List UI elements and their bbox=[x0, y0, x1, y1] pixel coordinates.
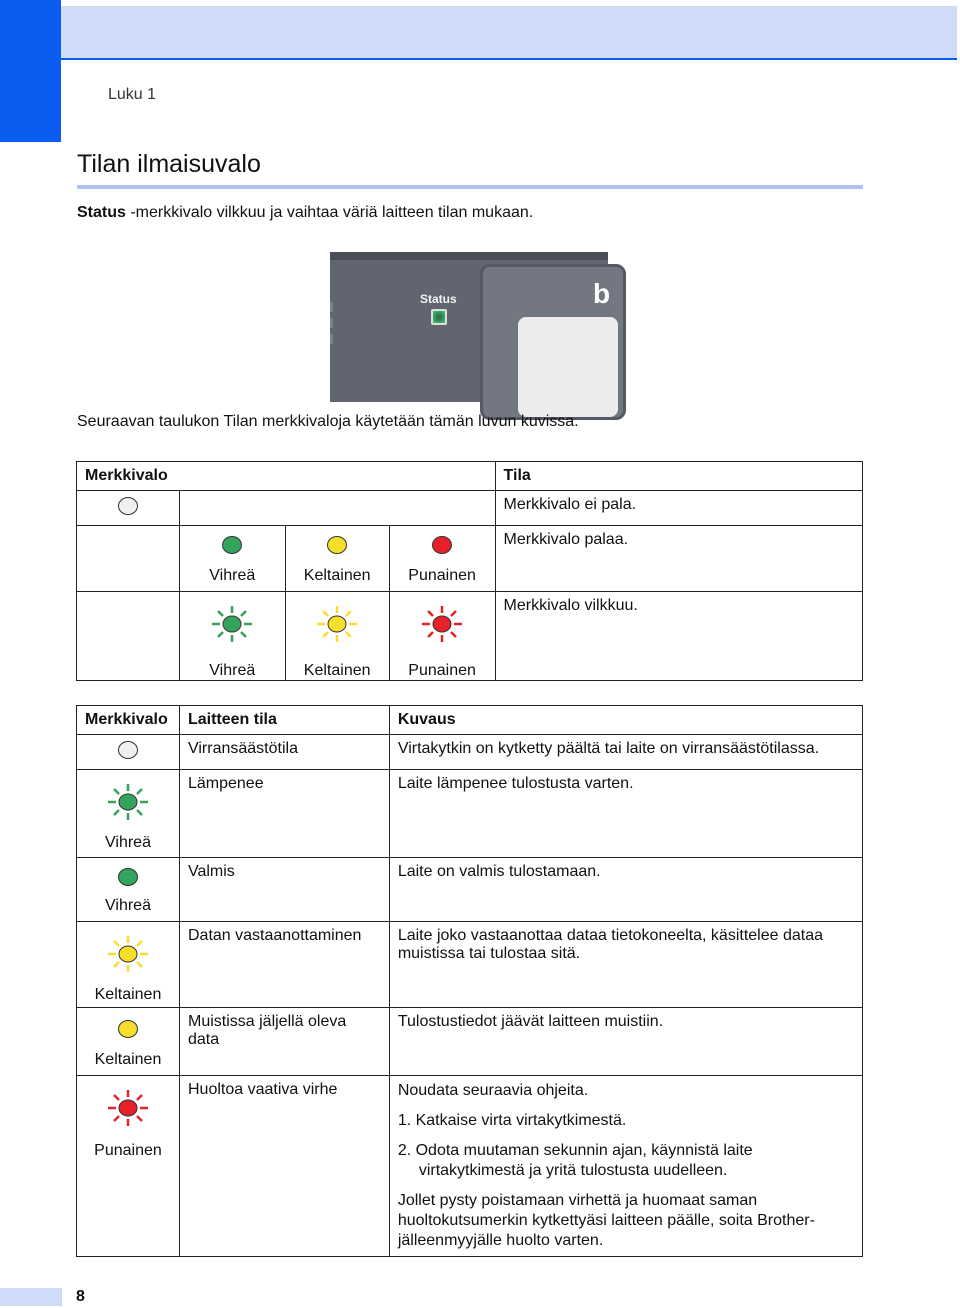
device-state: Lämpenee bbox=[179, 770, 389, 858]
device-state: Virransäästötila bbox=[179, 735, 389, 770]
legend-state-blink: Merkkivalo vilkkuu. bbox=[495, 592, 862, 681]
step-item: 2. Odota muutaman sekunnin ajan, käynnistä laite bbox=[397, 1142, 753, 1159]
state-description: Tulostustiedot jäävät laitteen muistiin. bbox=[389, 1008, 862, 1076]
led-yellow-icon bbox=[327, 536, 347, 554]
title-rule bbox=[77, 185, 863, 189]
legend-label: Vihreä bbox=[209, 662, 256, 679]
led-yellow-icon bbox=[118, 1020, 138, 1038]
legend-label: Keltainen bbox=[303, 662, 371, 679]
step-item-cont: virtakytkimestä ja yritä tulostusta uudelleen. bbox=[418, 1162, 728, 1179]
status-header-device: Laitteen tila bbox=[179, 706, 389, 735]
page-title: Tilan ilmaisuvalo bbox=[77, 150, 261, 178]
led-green-blink-icon bbox=[105, 782, 151, 822]
led-label: Vihreä bbox=[105, 834, 151, 851]
desc-note: Jollet pysty poistamaan virhettä ja huomaat saman huoltokutsumerkin kytkettyäsi laitteen päälle, soita Brother-jälleenmyyjälle huolto varten. bbox=[397, 1192, 815, 1249]
led-label: Keltainen bbox=[94, 1051, 162, 1068]
state-description: Laite on valmis tulostamaan. bbox=[389, 858, 862, 922]
legend-blink-yellow bbox=[285, 592, 389, 681]
led-green-icon bbox=[222, 536, 242, 554]
legend-on-green bbox=[179, 526, 285, 592]
led-green-icon bbox=[118, 868, 138, 886]
led-red-blink-icon bbox=[419, 604, 465, 644]
state-description: Laite lämpenee tulostusta varten. bbox=[389, 770, 862, 858]
legend-label: Punainen bbox=[408, 567, 476, 584]
intro-paragraph bbox=[77, 204, 533, 222]
legend-header-state: Tila bbox=[495, 462, 862, 491]
device-state: Valmis bbox=[179, 858, 389, 922]
table-row bbox=[77, 858, 863, 922]
status-header-desc: Kuvaus bbox=[389, 706, 862, 735]
legend-blink-red bbox=[389, 592, 495, 681]
legend-header-led: Merkkivalo bbox=[77, 462, 496, 491]
led-yellow-blink-icon bbox=[105, 934, 151, 974]
panel-status-label: Status bbox=[420, 292, 457, 306]
legend-label: Punainen bbox=[408, 662, 476, 679]
legend-on-yellow bbox=[285, 526, 389, 592]
table-row bbox=[77, 735, 863, 770]
legend-state-off: Merkkivalo ei pala. bbox=[495, 491, 862, 526]
desc-lead: Noudata seuraavia ohjeita. bbox=[397, 1082, 589, 1099]
status-header-led: Merkkivalo bbox=[77, 706, 180, 735]
device-state: Datan vastaanottaminen bbox=[179, 922, 389, 1008]
state-description bbox=[389, 1076, 862, 1257]
legend-state-on: Merkkivalo palaa. bbox=[495, 526, 862, 592]
page-number: 8 bbox=[76, 1288, 85, 1305]
led-label: Vihreä bbox=[105, 897, 151, 914]
printer-panel-image bbox=[330, 252, 611, 402]
legend-blink-green bbox=[179, 592, 285, 681]
header-band bbox=[61, 6, 957, 60]
intro-bold: Status bbox=[77, 204, 126, 221]
led-red-icon bbox=[432, 536, 452, 554]
led-off-icon bbox=[118, 497, 138, 515]
state-description: Laite joko vastaanottaa dataa tietokoneelta, käsittelee dataa muistissa tai tulostaa sitä. bbox=[389, 922, 862, 1008]
table-intro-paragraph: Seuraavan taulukon Tilan merkkivaloja käytetään tämän luvun kuvissa. bbox=[77, 413, 579, 430]
legend-on-red bbox=[389, 526, 495, 592]
legend-off-cell bbox=[77, 491, 180, 526]
legend-table bbox=[76, 461, 863, 681]
table-row bbox=[77, 770, 863, 858]
table-row bbox=[77, 922, 863, 1008]
led-label: Punainen bbox=[94, 1142, 162, 1159]
device-state: Muistissa jäljellä oleva data bbox=[179, 1008, 389, 1076]
chapter-label: Luku 1 bbox=[108, 86, 157, 103]
led-off-icon bbox=[118, 741, 138, 759]
led-label: Keltainen bbox=[94, 986, 162, 1003]
chapter-tab bbox=[0, 0, 61, 142]
led-green-blink-icon bbox=[209, 604, 255, 644]
device-state: Huoltoa vaativa virhe bbox=[179, 1076, 389, 1257]
table-row bbox=[77, 1076, 863, 1257]
table-row bbox=[77, 1008, 863, 1076]
step-item: 1. Katkaise virta virtakytkimestä. bbox=[397, 1112, 627, 1129]
status-table bbox=[76, 705, 863, 1257]
brand-logo: b bbox=[593, 278, 611, 309]
footer-bar bbox=[0, 1288, 62, 1306]
intro-text: -merkkivalo vilkkuu ja vaihtaa väriä laitteen tilan mukaan. bbox=[125, 204, 534, 221]
led-yellow-blink-icon bbox=[314, 604, 360, 644]
panel-display bbox=[518, 317, 618, 417]
state-description: Virtakytkin on kytketty päältä tai laite on virransäästötilassa. bbox=[389, 735, 862, 770]
legend-label: Keltainen bbox=[303, 567, 371, 584]
legend-label: Vihreä bbox=[209, 567, 256, 584]
status-led-icon bbox=[431, 309, 447, 325]
led-red-blink-icon bbox=[105, 1088, 151, 1128]
